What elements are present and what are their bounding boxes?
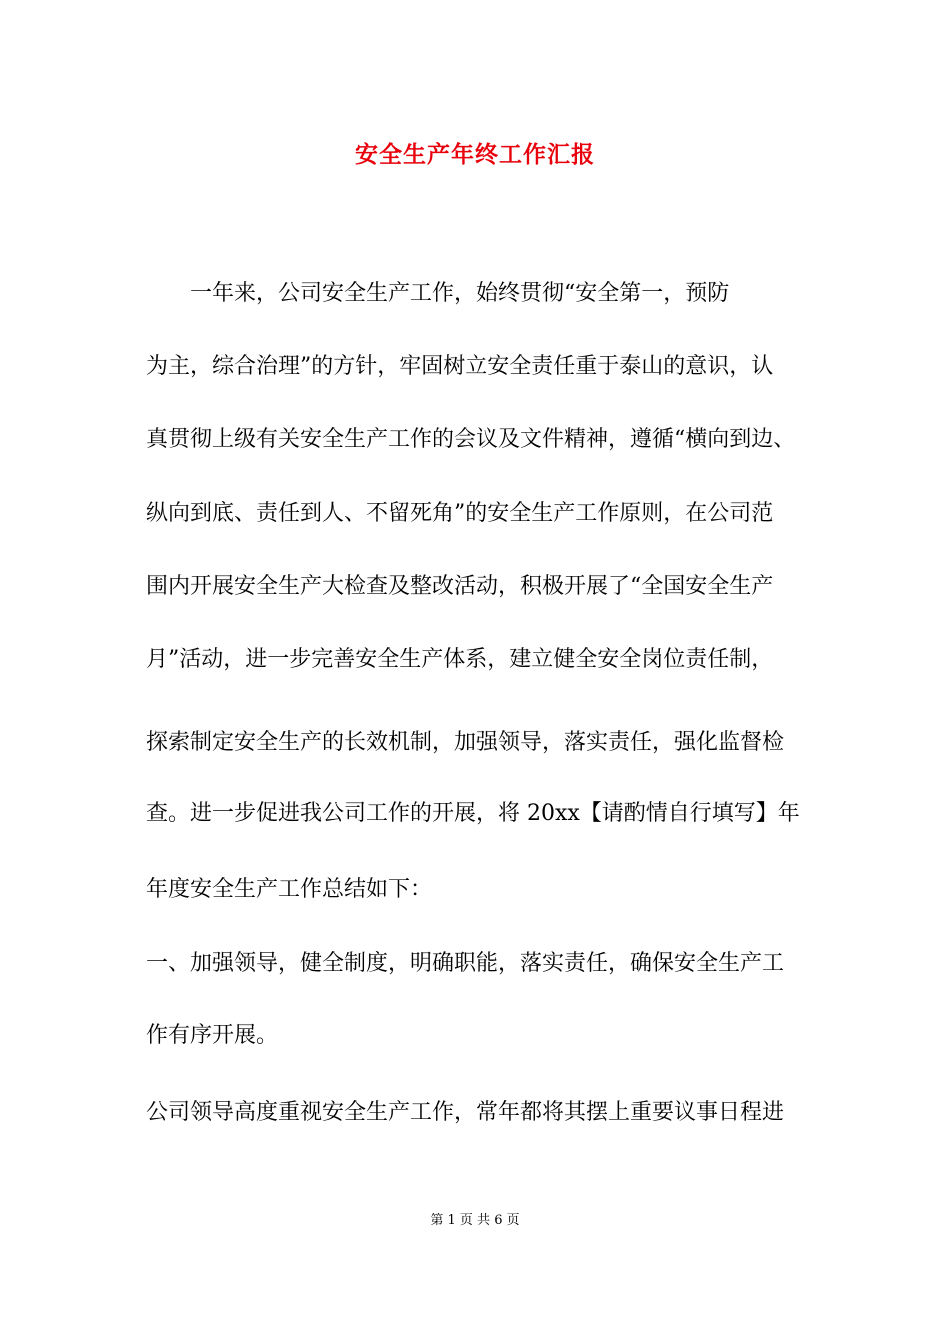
body-line: 纵向到底、责任到人、不留死角”的安全生产工作原则，在公司范 [146, 501, 774, 526]
body-line: 围内开展安全生产大检查及整改活动，积极开展了“全国安全生产 [146, 574, 774, 599]
body-line: 真贯彻上级有关安全生产工作的会议及文件精神，遵循“横向到边、 [146, 427, 796, 452]
section-heading-line: 作有序开展。 [146, 1023, 279, 1048]
body-line: 探索制定安全生产的长效机制，加强领导，落实责任，强化监督检 [146, 730, 785, 755]
page-number-label: 第 1 页 共 6 页 [430, 1213, 520, 1228]
body-line: 公司领导高度重视安全生产工作，常年都将其摆上重要议事日程进 [146, 1100, 785, 1125]
body-line: 为主，综合治理”的方针，牢固树立安全责任重于泰山的意识，认 [146, 354, 774, 379]
document-title: 安全生产年终工作汇报 [355, 141, 595, 168]
body-line: 一年来，公司安全生产工作，始终贯彻“安全第一，预防 [146, 281, 730, 306]
body-line: 月”活动，进一步完善安全生产体系，建立健全安全岗位责任制， [146, 647, 774, 672]
body-line: 年度安全生产工作总结如下： [146, 877, 433, 902]
page-footer [0, 1209, 950, 1228]
body-line: 查。进一步促进我公司工作的开展，将 20xx【请酌情自行填写】年 [146, 801, 800, 826]
section-heading-line: 一、加强领导，健全制度，明确职能，落实责任，确保安全生产工 [146, 951, 785, 976]
